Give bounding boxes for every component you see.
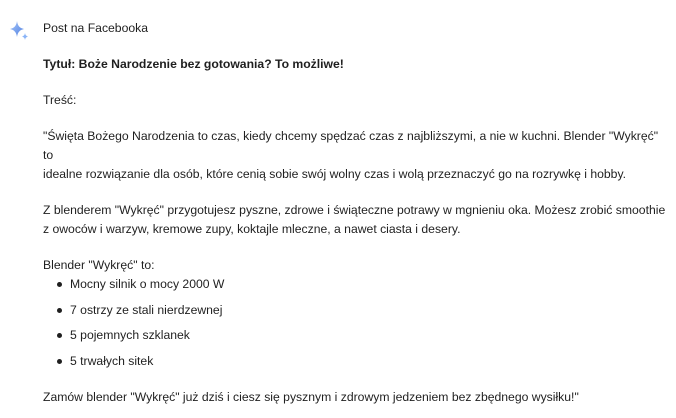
list-item: [43, 301, 671, 320]
paragraph-features-line-2: z owoców i warzyw, kremowe zupy, koktajle mleczne, a nawet ciasta i desery.: [43, 222, 461, 236]
content-label: Treść:: [43, 93, 77, 107]
list-item-text: 7 ostrzy ze stali nierdzewnej: [70, 302, 223, 317]
response-body: [43, 19, 671, 407]
paragraph-features: [43, 201, 671, 239]
response-heading: Post na Facebooka: [43, 21, 149, 35]
bullet-icon: [57, 282, 62, 287]
paragraph-intro: [43, 127, 671, 184]
list-item: [43, 352, 671, 371]
list-item-text: 5 trwałych sitek: [70, 353, 154, 368]
list-intro: Blender "Wykręć" to:: [43, 258, 155, 272]
paragraph-intro-line-1: "Święta Bożego Narodzenia to czas, kiedy chcemy spędzać czas z najbliższymi, a nie w kuchni. Blender "Wykręć" to: [43, 129, 659, 162]
paragraph-features-line-1: Z blenderem "Wykręć" przygotujesz pyszne, zdrowe i świąteczne potrawy w mgnieniu oka. Możesz zrobić smoothie: [43, 203, 666, 217]
list-item-text: Mocny silnik o mocy 2000 W: [70, 277, 225, 291]
feature-list: [43, 275, 671, 371]
closing-line: Zamów blender "Wykręć" już dziś i ciesz się pysznym i zdrowym jedzeniem bez zbędnego wysiłku!": [43, 389, 579, 404]
sparkle-icon: [8, 20, 30, 42]
bullet-icon: [57, 308, 62, 313]
paragraph-intro-line-2: idealne rozwiązanie dla osób, które cenią sobie swój wolny czas i wolą przeznaczyć go na rozrywkę i hobby.: [43, 167, 627, 181]
list-item: [43, 326, 671, 345]
list-item: [43, 275, 671, 294]
bullet-icon: [57, 359, 62, 364]
bullet-icon: [57, 333, 62, 338]
post-title: Tytuł: Boże Narodzenie bez gotowania? To możliwe!: [43, 57, 344, 71]
list-item-text: 5 pojemnych szklanek: [70, 328, 190, 342]
